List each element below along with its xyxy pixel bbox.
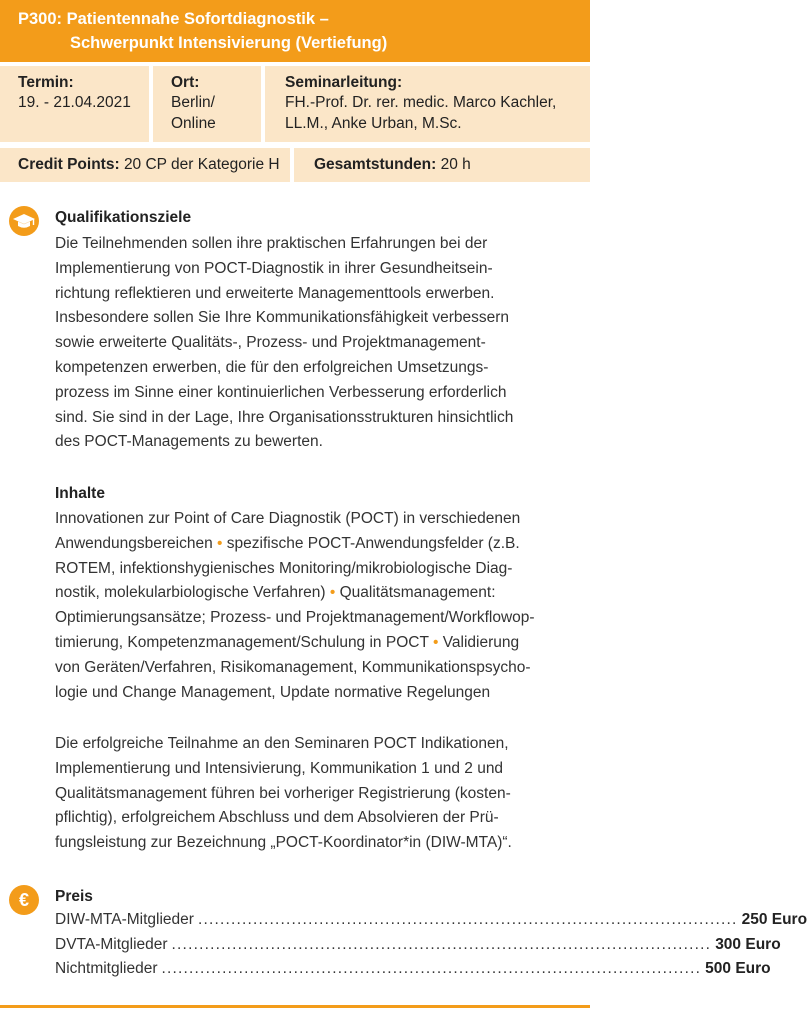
price-category: Nichtmitglieder bbox=[55, 960, 158, 977]
qualifikationsziele-line: sind. Sie sind in der Lage, Ihre Organisationsstrukturen hinsichtlich bbox=[55, 408, 514, 426]
bottom-divider bbox=[0, 1005, 590, 1008]
preis-title: Preis bbox=[55, 888, 93, 905]
price-row bbox=[55, 960, 771, 982]
inhalte-line: Optimierungsansätze; Prozess- und Projektmanagement/Workflowop- bbox=[55, 609, 535, 627]
seminar-header bbox=[0, 0, 590, 62]
inhalte-title: Inhalte bbox=[55, 485, 105, 502]
dot-leader: .................................................................................................. bbox=[197, 911, 738, 928]
ort-cell bbox=[153, 66, 261, 142]
bullet-separator: • bbox=[217, 534, 223, 552]
price-row bbox=[55, 911, 807, 933]
credit-points-value: 20 CP der Kategorie H bbox=[123, 156, 280, 173]
hinweis-line: pflichtig), erfolgreichem Abschluss und dem Absolvieren der Prü- bbox=[55, 809, 499, 827]
seminarleitung-label: Seminarleitung: bbox=[285, 74, 403, 91]
inhalte-line: timierung, Kompetenzmanagement/Schulung in POCT • Validierung bbox=[55, 633, 520, 651]
qualifikationsziele-line: des POCT-Managements zu bewerten. bbox=[55, 433, 323, 451]
credit-points-cell bbox=[0, 148, 290, 182]
price-value: 250 Euro bbox=[741, 911, 807, 928]
graduation-cap-icon bbox=[9, 206, 39, 236]
euro-icon: € bbox=[9, 885, 39, 915]
inhalte-text bbox=[55, 507, 565, 705]
bullet-separator: • bbox=[432, 633, 439, 651]
price-value: 300 Euro bbox=[715, 935, 781, 953]
seminar-title-line-1: P300: Patientennahe Sofortdiagnostik – bbox=[18, 10, 329, 28]
qualifikationsziele-line: sowie erweiterte Qualitäts-, Prozess- und Projektmanagement- bbox=[55, 334, 486, 352]
price-category: DVTA-Mitglieder bbox=[55, 935, 168, 953]
price-value: 500 Euro bbox=[705, 960, 771, 977]
hinweis-line: Qualitätsmanagement führen bei vorheriger Registrierung (kosten- bbox=[55, 784, 511, 802]
qualifikationsziele-line: Insbesondere sollen Sie Ihre Kommunikationsfähigkeit verbessern bbox=[55, 309, 510, 327]
hinweis-line: Die erfolgreiche Teilnahme an den Seminaren POCT Indikationen, bbox=[55, 735, 509, 752]
gesamtstunden-cell bbox=[294, 148, 590, 182]
price-row bbox=[55, 935, 781, 958]
qualifikationsziele-title: Qualifikationsziele bbox=[55, 209, 192, 226]
inhalte-line: von Geräten/Verfahren, Risikomanagement, Kommunikationspsycho- bbox=[55, 658, 531, 676]
qualifikationsziele-line: richtung reflektieren und erweiterte Managementtools erwerben. bbox=[55, 284, 495, 302]
seminarleitung-line-1: FH.-Prof. Dr. rer. medic. Marco Kachler, bbox=[285, 94, 557, 111]
seminarleitung-cell bbox=[265, 66, 590, 142]
inhalte-line: ROTEM, infektionshygienisches Monitoring/mikrobiologische Diag- bbox=[55, 559, 513, 577]
hinweis-line: fungsleistung zur Bezeichnung „POCT-Koordinator*in (DIW-MTA)“. bbox=[55, 834, 512, 852]
inhalte-line: Innovationen zur Point of Care Diagnostik (POCT) in verschiedenen bbox=[55, 510, 521, 527]
qualifikationsziele-line: prozess im Sinne einer kontinuierlichen Verbesserung erforderlich bbox=[55, 383, 507, 401]
ort-value-line-1: Berlin/ bbox=[171, 94, 215, 111]
seminarleitung-line-2: LL.M., Anke Urban, M.Sc. bbox=[285, 115, 462, 132]
qualifikationsziele-line: Die Teilnehmenden sollen ihre praktischen Erfahrungen bei der bbox=[55, 235, 488, 252]
qualifikationsziele-line: kompetenzen erwerben, die für den erfolgreichen Umsetzungs- bbox=[55, 358, 489, 376]
dot-leader: .................................................................................................. bbox=[161, 960, 702, 977]
termin-label: Termin: bbox=[18, 74, 74, 91]
bullet-separator: • bbox=[329, 584, 336, 602]
dot-leader: .................................................................................................. bbox=[171, 935, 712, 953]
termin-cell bbox=[0, 66, 149, 142]
inhalte-line: Anwendungsbereichen • spezifische POCT-Anwendungsfelder (z.B. bbox=[55, 534, 520, 552]
seminar-title-line-2: Schwerpunkt Intensivierung (Vertiefung) bbox=[70, 34, 388, 52]
hinweis-line: Implementierung und Intensivierung, Kommunikation 1 und 2 und bbox=[55, 759, 504, 777]
inhalte-line: logie und Change Management, Update normative Regelungen bbox=[55, 683, 491, 701]
zertifikat-hinweis-text bbox=[55, 732, 565, 856]
qualifikationsziele-text bbox=[55, 232, 565, 455]
gesamtstunden-value: 20 h bbox=[440, 156, 471, 173]
termin-value: 19. - 21.04.2021 bbox=[18, 94, 131, 111]
price-category: DIW-MTA-Mitglieder bbox=[55, 911, 194, 928]
credit-points-label: Credit Points: bbox=[18, 156, 120, 173]
qualifikationsziele-line: Implementierung von POCT-Diagnostik in ihrer Gesundheitsein- bbox=[55, 259, 493, 277]
gesamtstunden-label: Gesamtstunden: bbox=[314, 156, 437, 173]
ort-value-line-2: Online bbox=[171, 115, 216, 132]
inhalte-line: nostik, molekularbiologische Verfahren) • Qualitätsmanagement: bbox=[55, 584, 496, 602]
ort-label: Ort: bbox=[171, 74, 200, 91]
